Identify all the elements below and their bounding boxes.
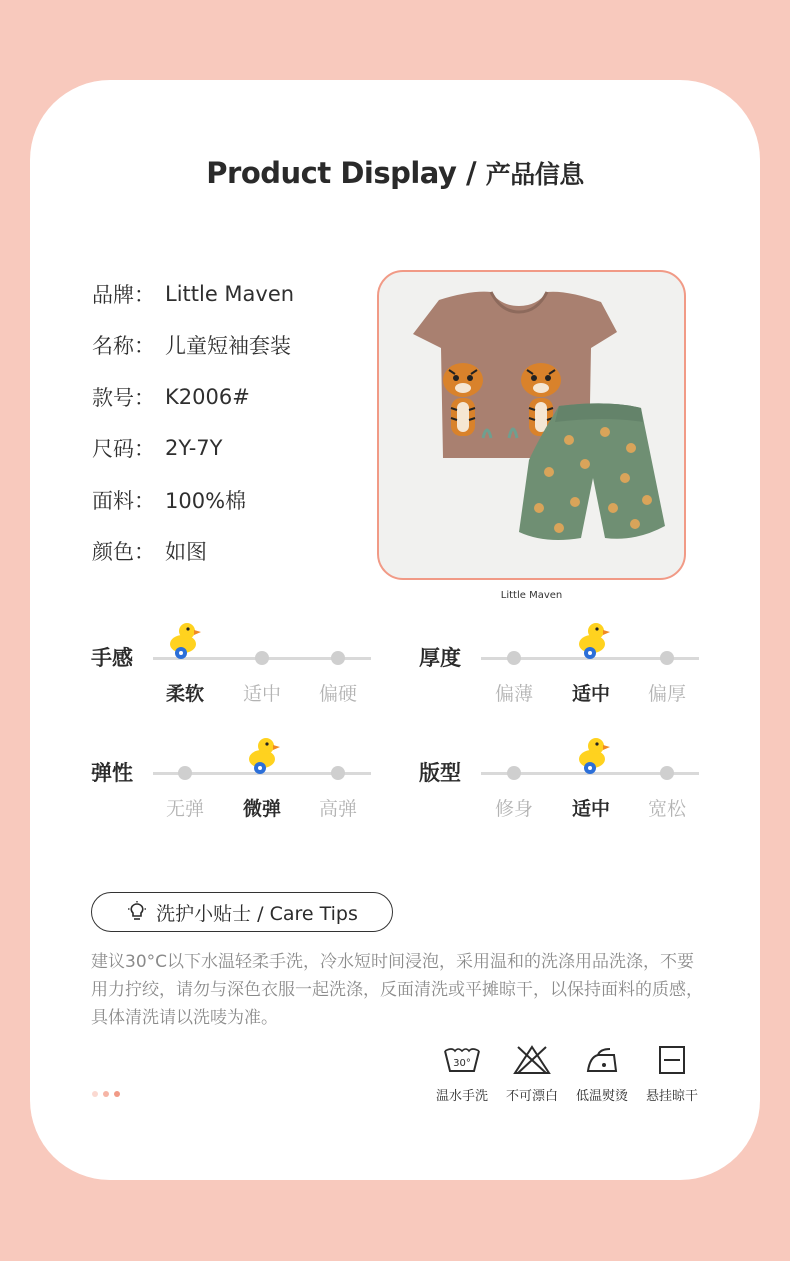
- wash-label: 不可漂白: [505, 1089, 558, 1104]
- dot-dark: [114, 1091, 120, 1097]
- scale-option: 微弹: [242, 798, 281, 820]
- scale-option: 偏厚: [647, 683, 686, 705]
- no-bleach-icon: [512, 1045, 552, 1075]
- scale-option: 宽松: [647, 798, 686, 820]
- wash-temp-mark: 30°: [453, 1058, 471, 1069]
- spec-value: 100%棉: [165, 488, 247, 513]
- scale-label: 弹性: [91, 761, 133, 785]
- spec-value: 如图: [165, 540, 207, 565]
- spec-row-size: [92, 423, 294, 475]
- scale-option: 无弹: [165, 798, 204, 820]
- spec-key: 名称：: [92, 334, 155, 359]
- iron-low-icon: [582, 1045, 622, 1075]
- spec-value: Little Maven: [165, 281, 295, 306]
- wash-iron-low: [570, 1045, 634, 1104]
- spec-value: 儿童短袖套装: [165, 334, 291, 359]
- wash-label: 低温熨烫: [575, 1089, 628, 1104]
- scale-option: 偏薄: [494, 683, 533, 705]
- scale-option: 修身: [494, 798, 533, 820]
- duck-marker-icon: [576, 620, 610, 660]
- scale-option: 适中: [571, 683, 610, 705]
- scale-label: 厚度: [419, 646, 461, 670]
- wash-icons: [430, 1045, 710, 1105]
- spec-key: 尺码：: [92, 437, 155, 462]
- scale-thickness: [419, 642, 699, 722]
- care-instructions: 建议30°C以下水温轻柔手洗，冷水短时间浸泡，采用温和的洗涤用品洗涤，不要用力拧绞，请勿与深色衣服一起洗涤，反面清洗或平摊晾干，以保持面料的质感，具体清洗请以洗唛为准。: [91, 952, 703, 1028]
- wash-label: 悬挂晾干: [645, 1089, 698, 1104]
- spec-key: 颜色：: [92, 540, 155, 565]
- spec-row-name: [92, 320, 294, 372]
- dot-light: [92, 1091, 98, 1097]
- scale-option: 适中: [571, 798, 610, 820]
- spec-key: 面料：: [92, 488, 155, 513]
- title-en: Product Display: [206, 156, 457, 190]
- wash-no-bleach: [500, 1045, 564, 1104]
- scale-elasticity: [91, 757, 371, 837]
- scale-dot: [660, 766, 674, 780]
- spec-row-fabric: [92, 474, 294, 526]
- wash-label: 温水手洗: [435, 1089, 488, 1104]
- spec-value: 2Y-7Y: [165, 436, 223, 461]
- scale-option: 适中: [242, 683, 281, 705]
- scale-dot: [660, 651, 674, 665]
- scale-option: 偏硬: [318, 683, 357, 705]
- title-sep: /: [456, 156, 486, 190]
- page-title: [0, 155, 790, 191]
- duck-marker-icon: [167, 620, 201, 660]
- decorative-dots: [92, 1091, 120, 1097]
- scale-dot: [331, 651, 345, 665]
- product-photo: [377, 270, 686, 580]
- spec-row-style: [92, 371, 294, 423]
- wash-hang-dry: [640, 1045, 704, 1104]
- hang-dry-icon: [652, 1045, 692, 1075]
- duck-marker-icon: [246, 735, 280, 775]
- spec-value: K2006#: [165, 384, 250, 409]
- hand-wash-30-icon: [442, 1045, 482, 1075]
- outfit-illustration: [379, 272, 684, 578]
- scale-label: 版型: [419, 761, 461, 785]
- title-cn: 产品信息: [485, 160, 584, 189]
- spec-key: 款号：: [92, 385, 155, 410]
- spec-row-color: [92, 526, 294, 578]
- scale-dot: [507, 651, 521, 665]
- wash-hand-30: [430, 1045, 494, 1104]
- spec-row-brand: [92, 268, 294, 320]
- spec-list: [92, 268, 294, 577]
- scale-dot: [507, 766, 521, 780]
- duck-marker-icon: [576, 735, 610, 775]
- lightbulb-icon: [126, 901, 148, 923]
- scale-dot: [255, 651, 269, 665]
- scale-option: 柔软: [165, 683, 204, 705]
- spec-key: 品牌：: [92, 282, 155, 307]
- scale-option: 高弹: [318, 798, 357, 820]
- scale-dot: [178, 766, 192, 780]
- scale-fit: [419, 757, 699, 837]
- scale-dot: [331, 766, 345, 780]
- scale-hand-feel: [91, 642, 371, 722]
- care-tips-pill: [91, 892, 393, 932]
- dot-medium: [103, 1091, 109, 1097]
- scale-label: 手感: [91, 646, 133, 670]
- care-tips-label: 洗护小贴士 / Care Tips: [156, 902, 358, 925]
- photo-caption: Little Maven: [500, 590, 563, 601]
